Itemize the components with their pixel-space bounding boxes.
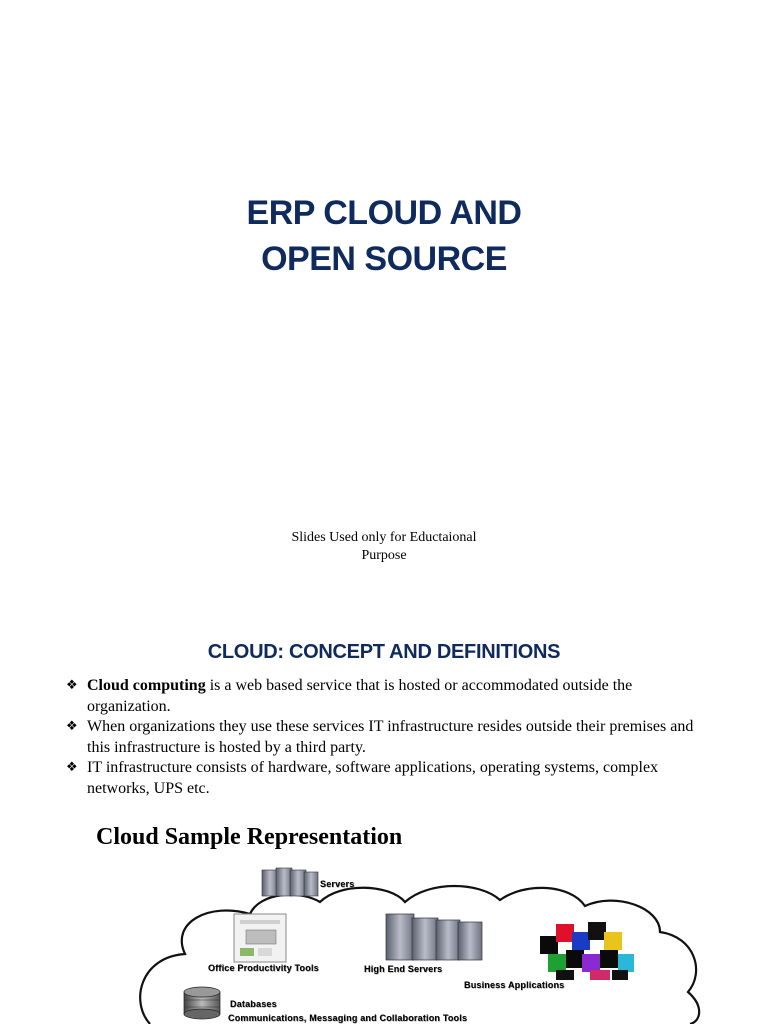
database-icon <box>184 987 220 1019</box>
slide-title-line-1: ERP CLOUD AND <box>246 194 522 232</box>
bullet-lead: Cloud computing <box>87 677 206 694</box>
office-tools-label: Office Productivity Tools <box>208 963 319 973</box>
slide-title-line-2: OPEN SOURCE <box>261 240 507 278</box>
footnote-line-1: Slides Used only for Eductaional <box>291 530 477 545</box>
servers-icon <box>262 868 318 896</box>
communications-label: Communications, Messaging and Collaboration Tools <box>228 1013 468 1023</box>
high-end-servers-icon <box>386 914 482 960</box>
diamond-bullet-icon: ❖ <box>66 678 78 693</box>
list-item <box>66 758 716 799</box>
section-title: CLOUD: CONCEPT AND DEFINITIONS <box>207 641 561 663</box>
servers-label: Servers <box>320 879 355 889</box>
bullet-text: When organizations they use these services IT infrastructure resides outside their premises and this infrastructure is hosted by a third party. <box>87 718 694 756</box>
section-heading: Cloud Sample Representation <box>96 824 403 850</box>
office-tools-icon <box>234 914 286 962</box>
business-apps-icon <box>540 922 634 980</box>
slide-footnote <box>0 529 768 565</box>
slide-title <box>0 190 768 282</box>
bullet-list <box>66 676 716 799</box>
list-item <box>66 717 716 758</box>
list-item <box>66 676 716 717</box>
cloud-diagram <box>130 862 710 1024</box>
databases-label: Databases <box>230 999 277 1009</box>
diamond-bullet-icon: ❖ <box>66 760 78 775</box>
cloud-diagram-illustration <box>130 862 710 1024</box>
high-end-servers-label: High End Servers <box>364 964 443 974</box>
footnote-line-2: Purpose <box>361 548 407 563</box>
bullet-text: IT infrastructure consists of hardware, software applications, operating systems, complex networks, UPS etc. <box>87 759 659 797</box>
business-apps-label: Business Applications <box>464 980 565 990</box>
diamond-bullet-icon: ❖ <box>66 719 78 734</box>
bullet-text: is a web based service that is hosted or accommodated outside the organization. <box>87 677 633 715</box>
